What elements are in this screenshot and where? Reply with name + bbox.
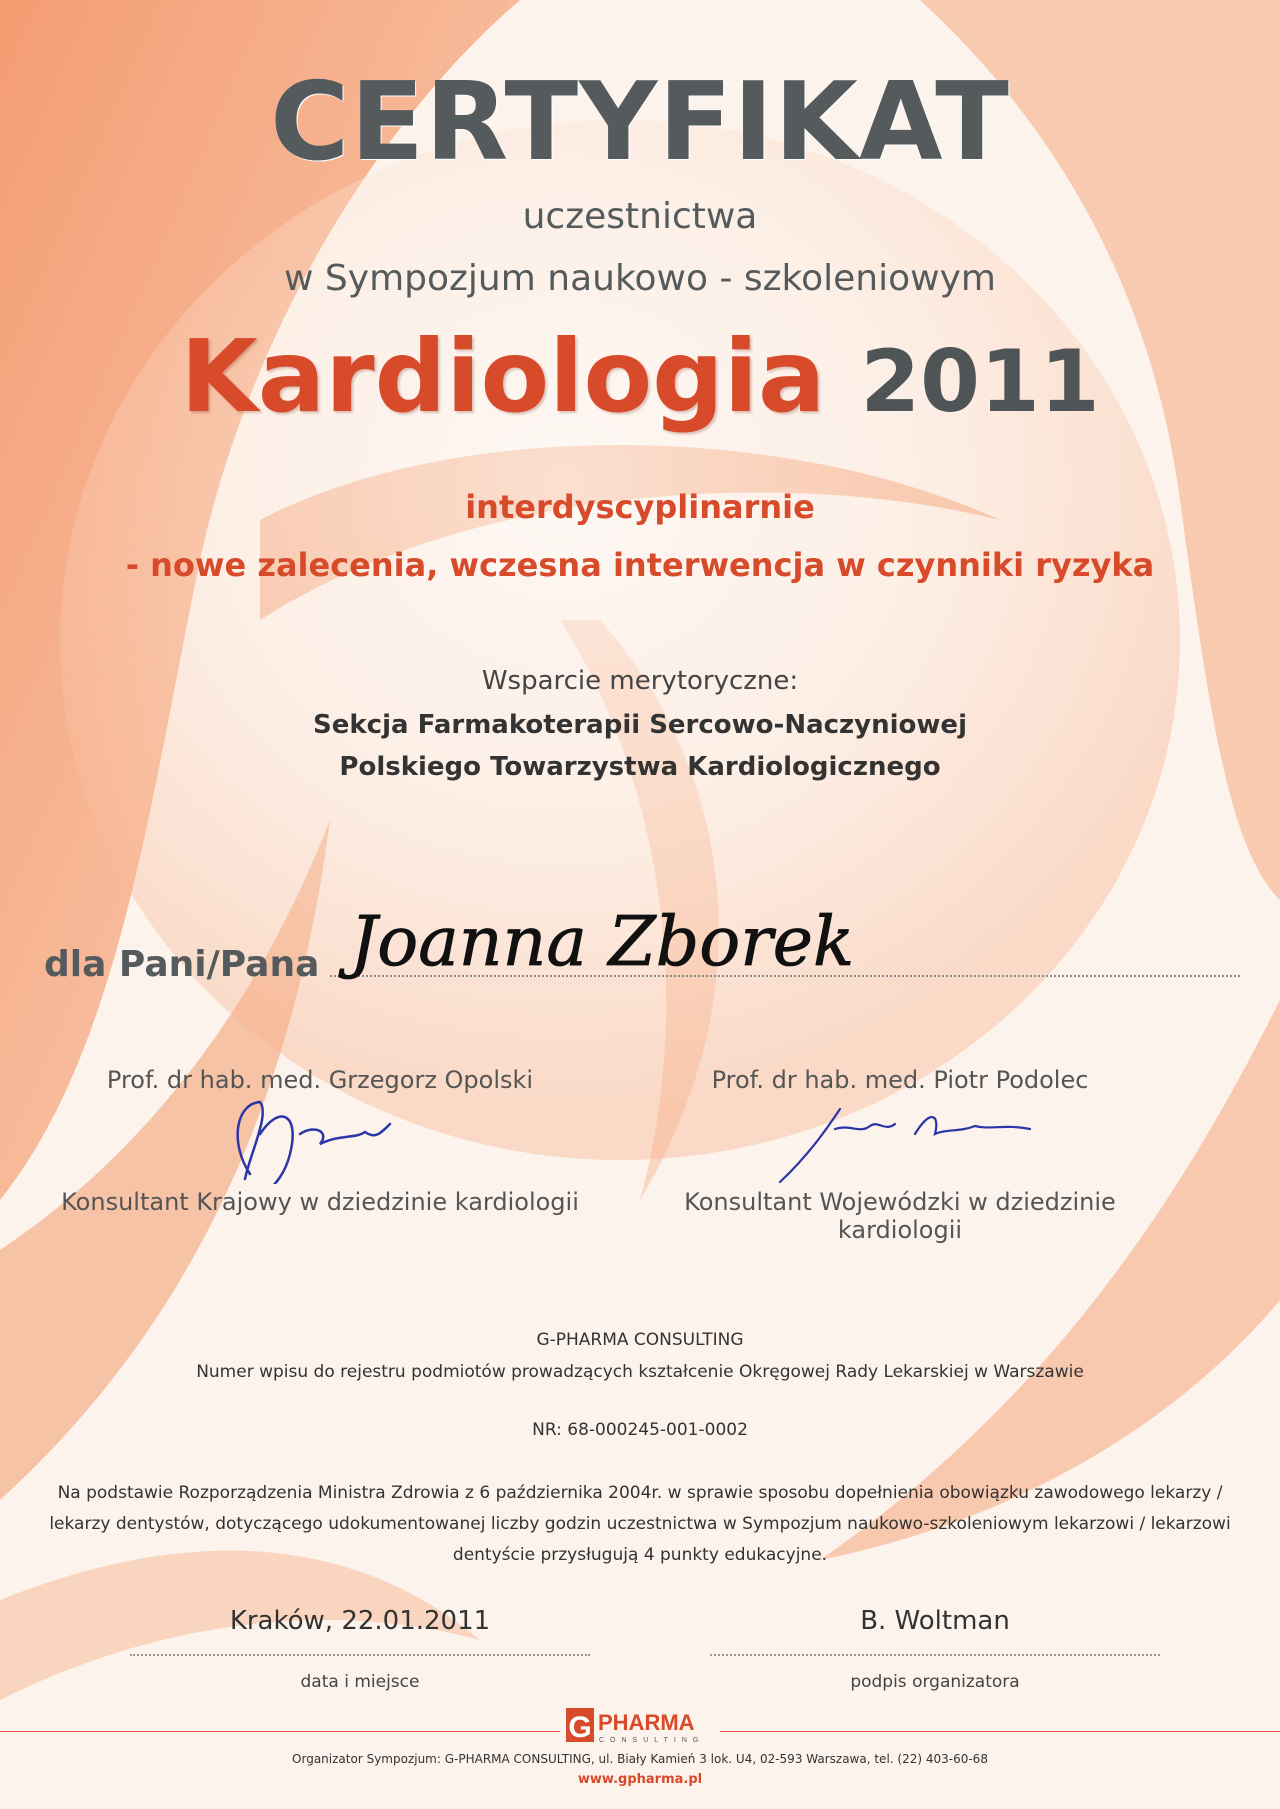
theme-line-1: interdyscyplinarnie — [465, 488, 815, 526]
legal-line-3: dentyście przysługują 4 punkty edukacyjne. — [452, 1545, 828, 1565]
support-line-1: Sekcja Farmakoterapii Sercowo-Naczyniowej — [313, 710, 967, 740]
event-heading — [0, 318, 1280, 435]
event-year: 2011 — [860, 332, 1100, 432]
footer-address: Organizator Sympozjum: G-PHARMA CONSULTING, ul. Biały Kamień 3 lok. U4, 02-593 Warszawa, tel. (22) 403-60-68 — [292, 1752, 988, 1766]
registry-number: NR: 68-000245-001-0002 — [532, 1420, 748, 1440]
place-dotted-line — [130, 1654, 590, 1656]
signatory-2-role: Konsultant Wojewódzki w dziedzinie kardiologii — [684, 1188, 1116, 1244]
organizer-signature: B. Woltman — [860, 1606, 1010, 1636]
signatory-1-title: Prof. dr hab. med. Grzegorz Opolski — [106, 1066, 534, 1094]
support-line-2: Polskiego Towarzystwa Kardiologicznego — [339, 752, 941, 782]
signature-2-icon — [740, 1094, 1060, 1184]
recipient-label: dla Pani/Pana — [44, 944, 320, 985]
certificate-title: CERTYFIKAT — [270, 60, 1010, 185]
legal-line-1: Na podstawie Rozporządzenia Ministra Zdrowia z 6 października 2004r. w sprawie sposobu dopełnienia obowiązku zawodowego lekarzy / — [57, 1483, 1223, 1503]
theme-line-2: - nowe zalecenia, wczesna interwencja w czynniki ryzyka — [125, 546, 1155, 584]
organizer-name: G-PHARMA CONSULTING — [536, 1330, 744, 1350]
signatory-2-title: Prof. dr hab. med. Piotr Podolec — [711, 1066, 1089, 1094]
signatory-1 — [40, 1066, 600, 1216]
legal-notice — [40, 1478, 1240, 1571]
signatory-1-role: Konsultant Krajowy w dziedzinie kardiologii — [61, 1188, 579, 1216]
recipient-name-text: Joanna Zborek — [350, 903, 855, 982]
certificate-subtitle-1: uczestnictwa — [522, 196, 758, 237]
footer-website[interactable]: www.gpharma.pl — [577, 1772, 703, 1787]
organizer-registry: Numer wpisu do rejestru podmiotów prowadzących kształcenie Okręgowej Rady Lekarskiej w Warszawie — [196, 1362, 1084, 1382]
logo-tagline: CONSULTING — [599, 1737, 705, 1744]
logo-rule-left — [0, 1731, 560, 1732]
organizer-dotted-line — [710, 1654, 1160, 1656]
place-caption: data i miejsce — [300, 1672, 420, 1692]
signatory-2 — [620, 1066, 1180, 1244]
legal-line-2: lekarzy dentystów, dotyczącego udokumentowanej liczby godzin uczestnictwa w Sympozjum naukowo-szkoleniowym lekarzowi / lekarzowi — [49, 1514, 1231, 1534]
support-label: Wsparcie merytoryczne: — [481, 666, 799, 696]
certificate-subtitle-2: w Sympozjum naukowo - szkoleniowym — [284, 258, 996, 299]
logo-rule-right — [720, 1731, 1280, 1732]
gpharma-logo — [566, 1706, 716, 1746]
place-date: Kraków, 22.01.2011 — [229, 1606, 491, 1636]
organizer-caption: podpis organizatora — [850, 1672, 1020, 1692]
event-name: Kardiologia — [180, 318, 826, 435]
logo-letter: G — [568, 1711, 592, 1744]
recipient-signature — [330, 880, 950, 1010]
logo-word: PHARMA — [598, 1710, 695, 1735]
signature-1-icon — [190, 1094, 450, 1184]
